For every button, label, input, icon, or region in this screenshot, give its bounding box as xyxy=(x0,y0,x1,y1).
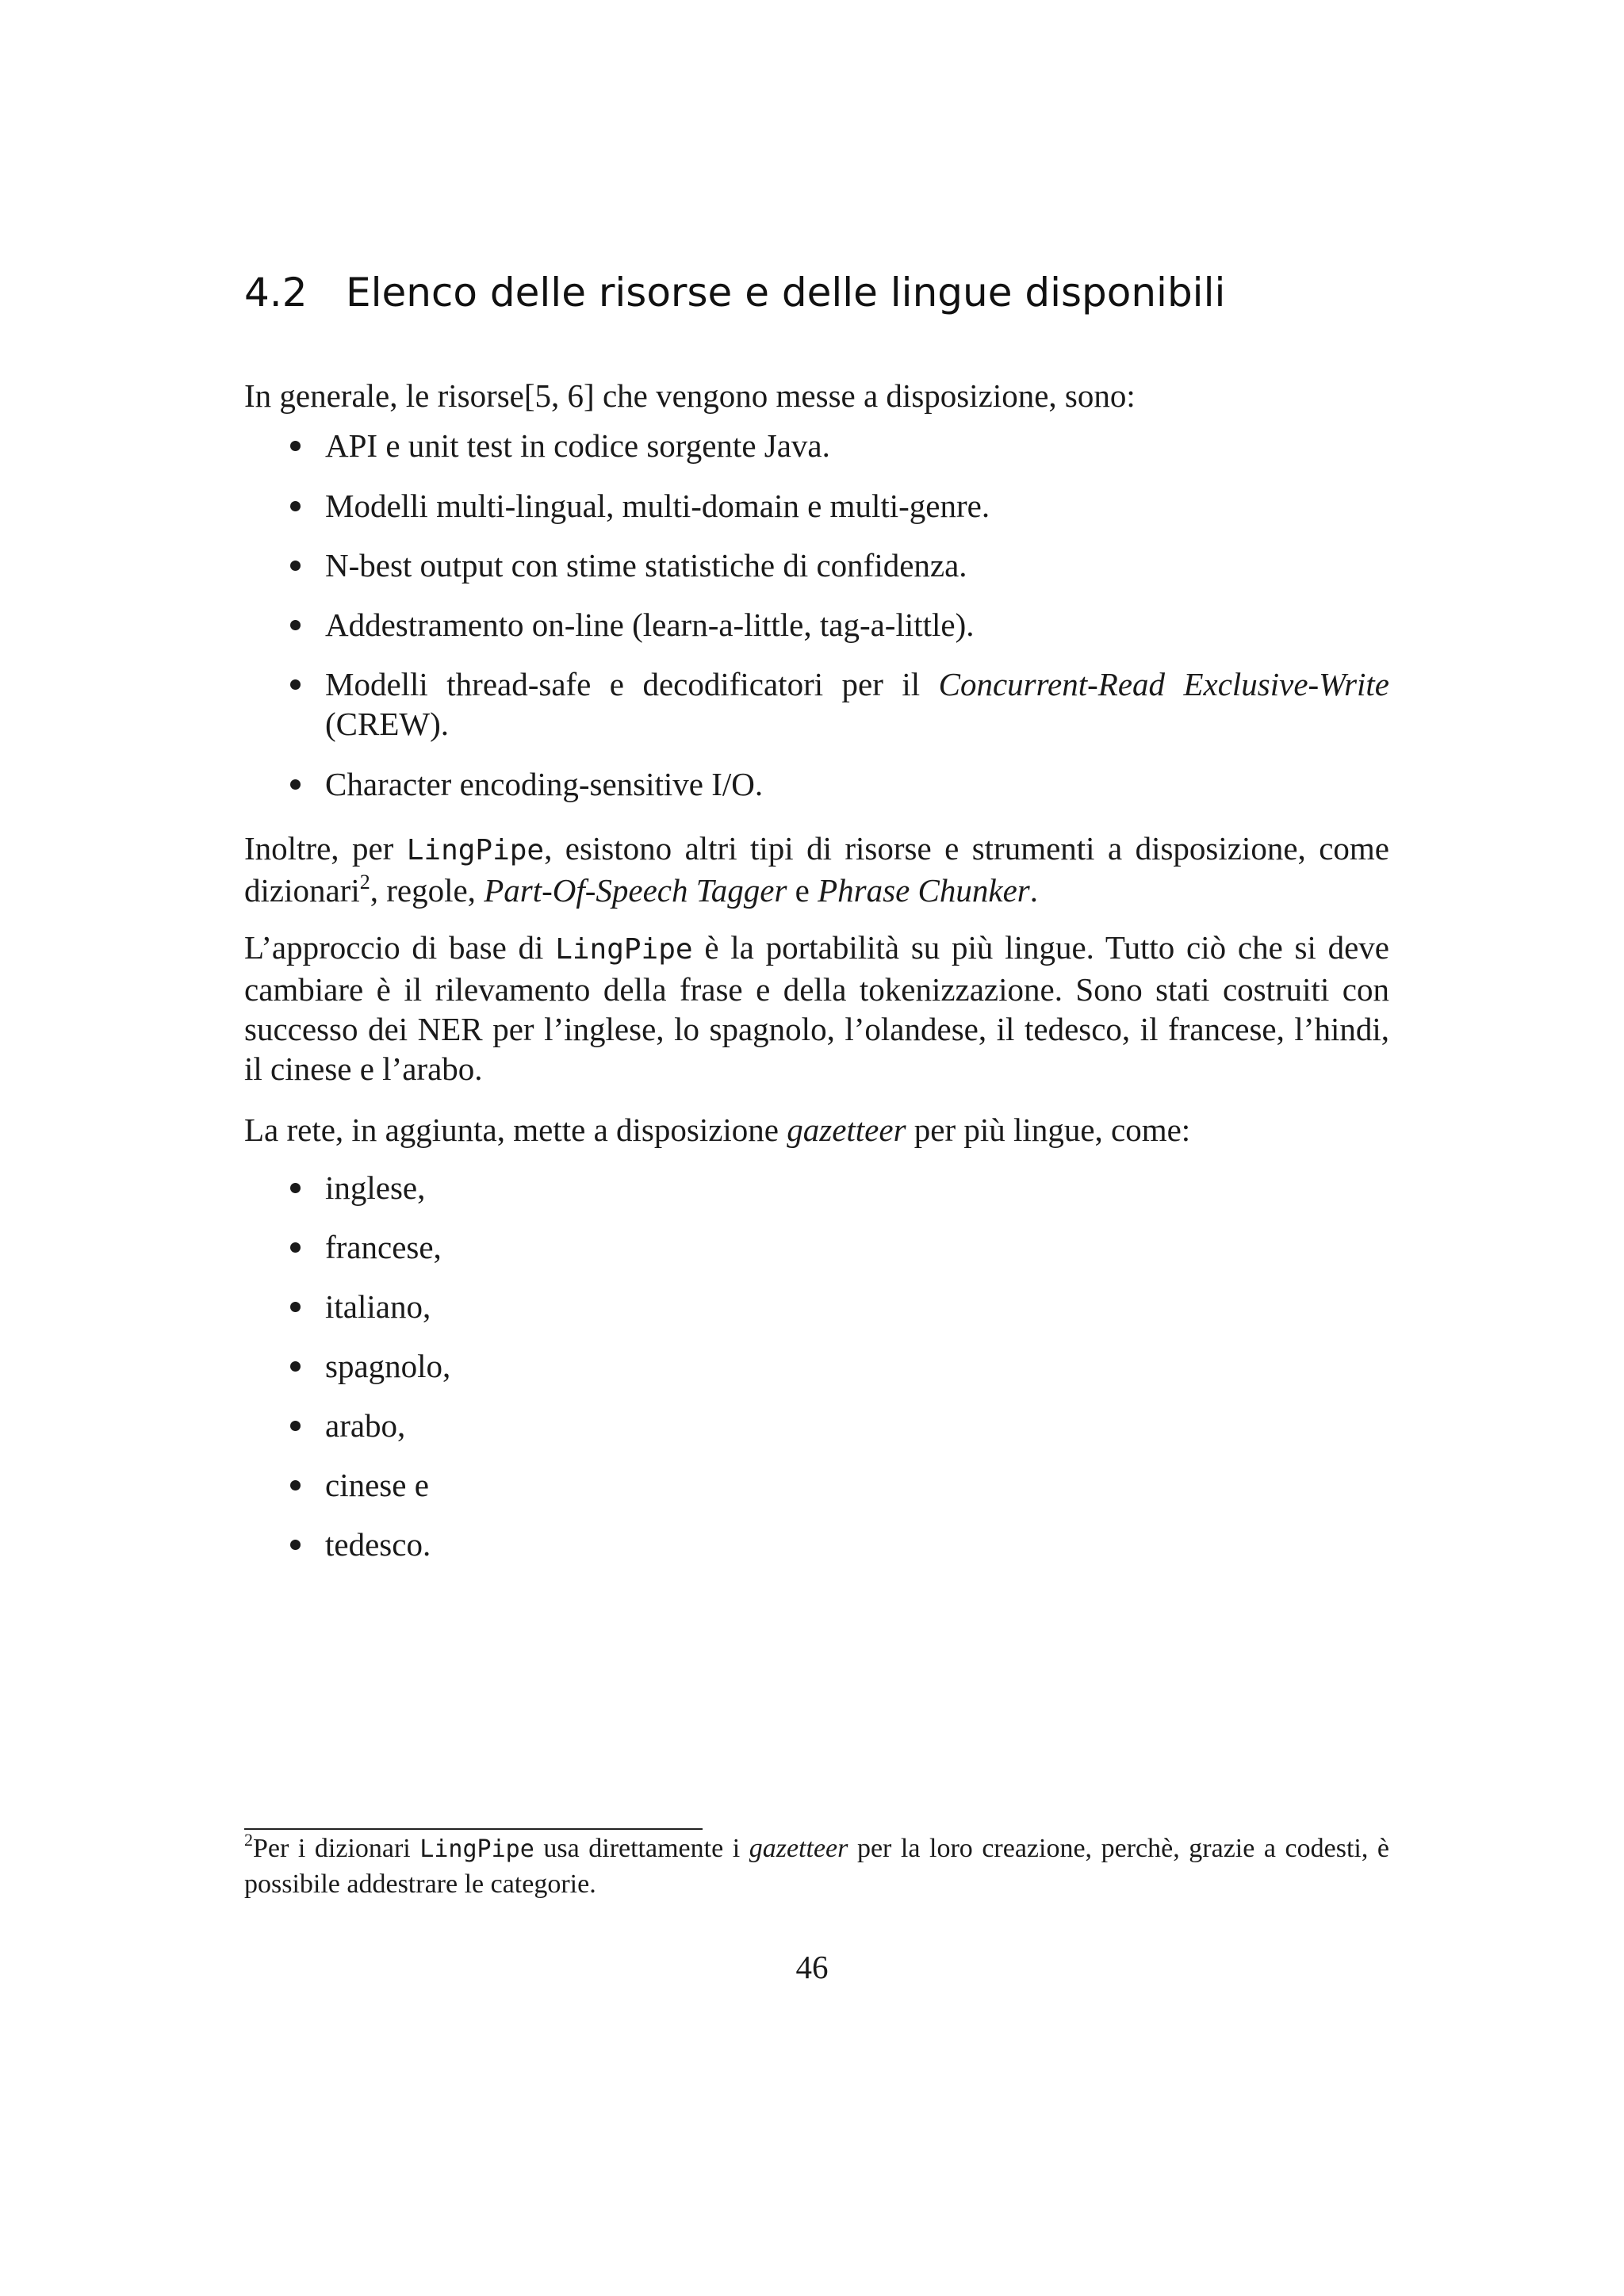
bullet-icon xyxy=(290,561,301,571)
bullet-icon xyxy=(290,679,301,690)
page-number: 46 xyxy=(795,1949,829,1985)
bullet-icon xyxy=(290,1480,301,1490)
paragraph-rete: La rete, in aggiunta, mette a disposizione gazetteer per più lingue, come: xyxy=(244,1112,1191,1148)
bullet-icon xyxy=(290,501,301,511)
bullet-icon xyxy=(290,441,301,451)
section-heading xyxy=(244,265,1225,320)
section-title: Elenco delle risorse e delle lingue disponibili xyxy=(346,270,1226,316)
bullet-icon xyxy=(290,1183,301,1193)
document-page: 4.2 Elenco delle risorse e delle lingue disponibili In generale, le risorse[5, 6] che vengono messe a disposizione, sono: API e unit test in codice sorgente Java. Modelli multi-lingual, multi-domain e multi-genre. N-best output con stime statistiche di confidenza. Addestramento on-line (learn-a-little, tag-a-little). Modelli thread-safe e decodificatori per il Concurrent-Read Exclusive-Write (CREW). Character encoding-sensitive I/O. Inoltre, per LingPipe, esistono altri tipi di risorse e strumenti a disposizione, come dizionari$^2$, regole, Part-Of-Speech Tagger e Phrase Chunker. L’approccio di base di LingPipe è la portabilità su più lingue. Tutto ciò che si deve cambiare è il rilevamento della frase e della tokenizzazione. Sono stati costruiti con successo dei NER per l’inglese, lo spagnolo, l’olandese, il tedesco, il francese, l’hindi, il cinese e l’arabo. La rete, in aggiunta, mette a disposizione gazetteer per più lingue, come: inglese, francese, italiano, spagnolo, arabo, cinese e tedesco. $^2$Per i dizionari LingPipe usa direttamente i gazetteer per la loro creazione, perchè, grazie a codesti, è possibile addestrare le categorie. 46 xyxy=(0,0,1624,2296)
bullet-icon xyxy=(290,1540,301,1550)
footnote-divider xyxy=(244,1828,703,1830)
bullet-icon xyxy=(290,1361,301,1372)
footnote: $^2$Per i dizionari LingPipe usa direttamente i gazetteer per la loro creazione, perchè, grazie a codesti, è possibile addestrare le categorie. xyxy=(244,1830,1389,1899)
bullet-icon xyxy=(290,620,301,630)
code-lingpipe: LingPipe xyxy=(406,834,545,867)
footnote-number: 2 xyxy=(244,1830,253,1850)
bullet-icon xyxy=(290,1302,301,1312)
bullet-icon xyxy=(290,1242,301,1253)
code-lingpipe: LingPipe xyxy=(555,933,693,966)
bullet-icon xyxy=(290,1421,301,1431)
intro-paragraph: In generale, le risorse[5, 6] che vengono messe a disposizione, sono: xyxy=(244,377,1136,414)
bullet-icon xyxy=(290,779,301,790)
footnote-mark: 2 xyxy=(359,871,370,894)
section-number: 4.2 xyxy=(244,270,308,316)
code-lingpipe: LingPipe xyxy=(419,1835,534,1863)
paragraph-inoltre: Inoltre, per LingPipe, esistono altri tipi di risorse e strumenti a disposizione, come dizionari$^2$, regole, Part-Of-Speech Tagger e Phrase Chunker. xyxy=(244,830,1390,909)
paragraph-approccio: L’approccio di base di LingPipe è la portabilità su più lingue. Tutto ciò che si deve cambiare è il rilevamento della frase e della tokenizzazione. Sono stati costruiti con successo dei NER per l’inglese, lo spagnolo, l’olandese, il tedesco, il francese, l’hindi, il cinese e l’arabo. xyxy=(244,929,1389,1087)
